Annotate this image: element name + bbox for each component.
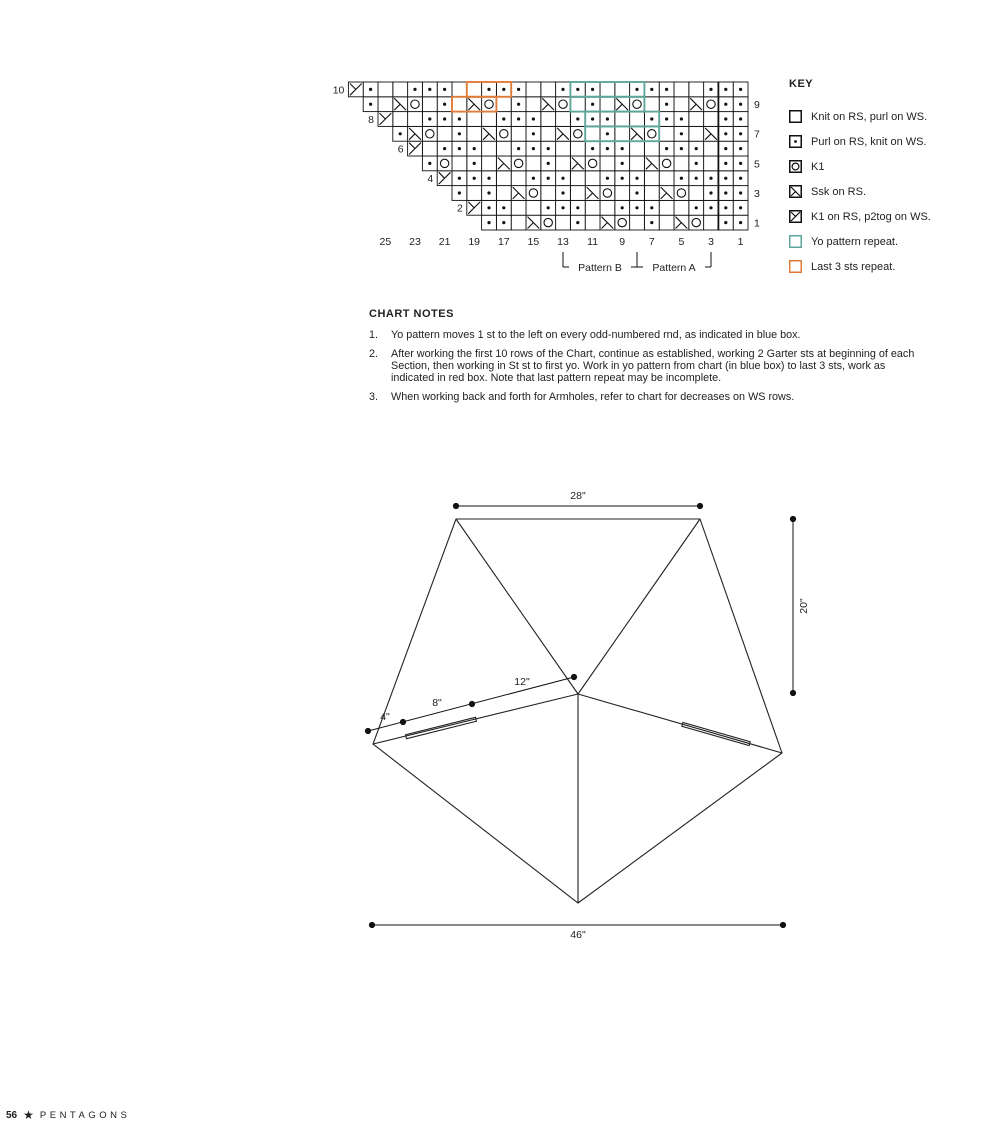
- chart-cell: [704, 156, 719, 171]
- purl-dot: [695, 206, 698, 209]
- key-label-k1: K1: [811, 160, 825, 173]
- chart-cell: [644, 97, 659, 112]
- section-title: PENTAGONS: [39, 1109, 131, 1121]
- chart-cell: [422, 126, 437, 141]
- purl-dot: [458, 191, 461, 194]
- armhole-slot-left: [406, 717, 477, 738]
- chart-cell: [659, 126, 674, 141]
- purl-dot: [532, 177, 535, 180]
- chart-cell: [422, 97, 437, 112]
- chart-cell: [482, 141, 497, 156]
- chart-cell: [511, 171, 526, 186]
- purl-dot: [458, 132, 461, 135]
- chart-cell: [570, 141, 585, 156]
- chart-cell: [511, 200, 526, 215]
- dimension-endpoint: [571, 674, 576, 679]
- purl-dot: [428, 117, 431, 120]
- page-footer: [6, 1108, 130, 1122]
- purl-dot: [428, 88, 431, 91]
- purl-dot: [709, 191, 712, 194]
- row-label: 3: [754, 187, 760, 200]
- purl-dot: [443, 88, 446, 91]
- purl-dot: [576, 117, 579, 120]
- fold-line: [578, 519, 700, 694]
- purl-dot: [561, 177, 564, 180]
- purl-dot: [665, 147, 668, 150]
- chart-cell: [541, 186, 556, 201]
- purl-dot: [576, 206, 579, 209]
- column-label: 7: [648, 236, 655, 248]
- chart-cell: [570, 97, 585, 112]
- chart-cell: [689, 215, 704, 230]
- purl-dot: [561, 88, 564, 91]
- knitting-chart: [332, 70, 780, 285]
- dimension-segment-8: 8": [432, 697, 442, 709]
- purl-dot: [621, 162, 624, 165]
- chart-cell: [585, 171, 600, 186]
- chart-cell: [422, 141, 437, 156]
- chart-cell: [408, 97, 423, 112]
- chart-cell: [585, 215, 600, 230]
- purl-dot: [739, 221, 742, 224]
- chart-cell: [689, 82, 704, 97]
- column-label: 15: [527, 236, 540, 248]
- chart-cell: [689, 126, 704, 141]
- purl-dot: [532, 147, 535, 150]
- chart-cell: [585, 156, 600, 171]
- purl-dot: [650, 221, 653, 224]
- column-label: 9: [619, 236, 626, 248]
- chart-cell: [437, 156, 452, 171]
- dimension-segment-12: 12": [514, 676, 530, 688]
- purl-dot: [739, 117, 742, 120]
- purl-dot: [502, 117, 505, 120]
- chart-cell: [496, 171, 511, 186]
- chart-cell: [630, 97, 645, 112]
- note-number: 1.: [369, 329, 379, 341]
- dimension-endpoint: [790, 516, 795, 521]
- chart-cell: [674, 97, 689, 112]
- purl-dot: [695, 162, 698, 165]
- column-label: 3: [708, 236, 714, 248]
- purl-dot: [561, 206, 564, 209]
- purl-dot: [413, 88, 416, 91]
- purl-dot: [650, 206, 653, 209]
- dimension-endpoint: [453, 503, 458, 508]
- chart-cell: [600, 200, 615, 215]
- note-text: When working back and forth for Armholes, refer to chart for decreases on WS rows.: [391, 391, 795, 403]
- purl-dot: [635, 206, 638, 209]
- chart-cell: [615, 186, 630, 201]
- row-label: 6: [397, 143, 404, 156]
- purl-dot: [517, 147, 520, 150]
- dimension-height: 20": [798, 598, 810, 614]
- purl-dot: [665, 103, 668, 106]
- row-label: 1: [754, 217, 760, 230]
- fold-line: [456, 519, 578, 694]
- key-item-purl: [789, 129, 989, 154]
- purl-dot: [695, 177, 698, 180]
- chart-cell: [644, 186, 659, 201]
- row-label: 4: [427, 173, 434, 186]
- chart-cell: [644, 126, 659, 141]
- chart-cell: [482, 156, 497, 171]
- purl-dot: [517, 117, 520, 120]
- purl-dot: [635, 88, 638, 91]
- chart-cell: [674, 186, 689, 201]
- key-item-last-sts: [789, 254, 989, 279]
- purl-dot: [487, 221, 490, 224]
- purl-dot: [739, 191, 742, 194]
- purl-dot: [502, 88, 505, 91]
- chart-cell: [659, 200, 674, 215]
- purl-dot: [443, 103, 446, 106]
- fold-line: [578, 694, 782, 753]
- purl-dot: [443, 117, 446, 120]
- purl-dot: [487, 88, 490, 91]
- chart-cell: [689, 186, 704, 201]
- purl-dot: [724, 103, 727, 106]
- purl-dot: [709, 177, 712, 180]
- chart-cell: [526, 156, 541, 171]
- note-item: [369, 391, 919, 403]
- dimension-endpoint: [365, 728, 370, 733]
- purl-dot: [635, 177, 638, 180]
- dimension-endpoint: [369, 922, 374, 927]
- chart-cell: [556, 112, 571, 127]
- purl-dot: [635, 191, 638, 194]
- purl-dot: [695, 147, 698, 150]
- purl-dot: [591, 147, 594, 150]
- key-item-k2tog: [789, 204, 989, 229]
- key-item-k1: [789, 154, 989, 179]
- purl-dot: [665, 88, 668, 91]
- dimension-segment-4: 4": [380, 711, 390, 723]
- chart-cell: [467, 126, 482, 141]
- purl-dot: [591, 103, 594, 106]
- chart-cell: [496, 186, 511, 201]
- yo-circle-icon: [789, 160, 802, 173]
- chart-cell: [644, 141, 659, 156]
- chart-cell: [541, 126, 556, 141]
- pattern-a-label: Pattern A: [652, 262, 696, 274]
- chart-cell: [570, 171, 585, 186]
- row-label: 8: [368, 113, 374, 126]
- k2tog-icon: [789, 210, 802, 223]
- purl-dot: [487, 177, 490, 180]
- chart-cell: [511, 215, 526, 230]
- key-title: KEY: [789, 78, 814, 90]
- purl-dot: [458, 177, 461, 180]
- chart-cell: [467, 82, 482, 97]
- chart-cell: [556, 97, 571, 112]
- orange-box-icon: [789, 260, 802, 273]
- purl-dot: [458, 117, 461, 120]
- purl-dot: [739, 103, 742, 106]
- purl-dot: [621, 177, 624, 180]
- purl-dot: [724, 132, 727, 135]
- row-label: 5: [754, 158, 760, 171]
- note-item: [369, 348, 919, 384]
- purl-dot: [532, 117, 535, 120]
- star-icon: ★: [23, 1108, 34, 1122]
- purl-dot: [709, 88, 712, 91]
- purl-dot: [709, 206, 712, 209]
- chart-cell: [408, 112, 423, 127]
- purl-dot: [428, 162, 431, 165]
- dimension-endpoint: [697, 503, 702, 508]
- purl-dot: [724, 206, 727, 209]
- purl-dot: [591, 88, 594, 91]
- purl-dot: [547, 206, 550, 209]
- purl-dot: [473, 162, 476, 165]
- purl-dot: [606, 177, 609, 180]
- row-label: 9: [754, 99, 760, 112]
- purl-dot: [561, 191, 564, 194]
- chart-cell: [674, 200, 689, 215]
- chart-cell: [556, 156, 571, 171]
- dimension-top-width: 28": [570, 490, 586, 502]
- chart-cell: [511, 156, 526, 171]
- chart-key: [789, 78, 989, 279]
- chart-cell: [541, 82, 556, 97]
- purl-dot: [724, 88, 727, 91]
- chart-cell: [659, 171, 674, 186]
- purl-dot: [606, 147, 609, 150]
- column-label: 25: [379, 236, 392, 248]
- dimension-endpoint: [790, 690, 795, 695]
- key-item-knit: [789, 104, 989, 129]
- chart-cell: [615, 112, 630, 127]
- chart-cell: [482, 112, 497, 127]
- chart-cell: [704, 215, 719, 230]
- chart-cell: [541, 215, 556, 230]
- purl-dot: [458, 147, 461, 150]
- key-label-purl: Purl on RS, knit on WS.: [811, 135, 927, 148]
- chart-cell: [674, 82, 689, 97]
- chart-cell: [556, 215, 571, 230]
- purl-dot: [473, 147, 476, 150]
- chart-notes: [369, 308, 919, 410]
- chart-cell: [452, 82, 467, 97]
- purl-dot-icon: [789, 135, 802, 148]
- knit-square-icon: [789, 110, 802, 123]
- purl-dot: [680, 147, 683, 150]
- chart-cell: [630, 112, 645, 127]
- chart-cell: [526, 97, 541, 112]
- key-label-yo-repeat: Yo pattern repeat.: [811, 235, 899, 248]
- chart-cell: [704, 97, 719, 112]
- purl-dot: [621, 147, 624, 150]
- row-label: 7: [754, 128, 760, 141]
- chart-cell: [467, 186, 482, 201]
- dimension-bottom-width: 46": [570, 929, 586, 941]
- chart-cell: [600, 97, 615, 112]
- key-label-k2tog: K1 on RS, p2tog on WS.: [811, 210, 931, 223]
- chart-cell: [541, 112, 556, 127]
- chart-cell: [526, 200, 541, 215]
- note-text: Yo pattern moves 1 st to the left on every odd-numbered rnd, as indicated in blue box.: [391, 329, 801, 341]
- column-label: 5: [678, 236, 685, 248]
- purl-dot: [399, 132, 402, 135]
- chart-cell: [467, 112, 482, 127]
- purl-dot: [739, 206, 742, 209]
- purl-dot: [724, 221, 727, 224]
- chart-cell: [615, 215, 630, 230]
- pattern-b-label: Pattern B: [578, 262, 622, 274]
- purl-dot: [547, 177, 550, 180]
- column-label: 19: [468, 236, 481, 248]
- chart-cell: [496, 97, 511, 112]
- chart-cell: [556, 141, 571, 156]
- note-item: [369, 329, 919, 341]
- chart-cell: [704, 112, 719, 127]
- chart-cell: [378, 82, 393, 97]
- purl-dot: [680, 132, 683, 135]
- chart-cell: [644, 171, 659, 186]
- chart-cell: [378, 97, 393, 112]
- chart-cell: [496, 126, 511, 141]
- purl-dot: [606, 132, 609, 135]
- chart-cell: [452, 97, 467, 112]
- chart-cell: [393, 82, 408, 97]
- teal-box-icon: [789, 235, 802, 248]
- purl-dot: [369, 88, 372, 91]
- chart-cell: [585, 200, 600, 215]
- purl-dot: [739, 162, 742, 165]
- purl-dot: [487, 206, 490, 209]
- purl-dot: [680, 177, 683, 180]
- purl-dot: [576, 221, 579, 224]
- chart-cell: [570, 186, 585, 201]
- note-number: 3.: [369, 391, 379, 403]
- chart-cell: [674, 156, 689, 171]
- purl-dot: [532, 132, 535, 135]
- purl-dot: [517, 103, 520, 106]
- chart-cell: [570, 126, 585, 141]
- purl-dot: [473, 177, 476, 180]
- key-item-yo-repeat: [789, 229, 989, 254]
- purl-dot: [739, 132, 742, 135]
- column-label: 17: [497, 236, 510, 248]
- row-label: 10: [332, 84, 345, 97]
- chart-cell: [630, 141, 645, 156]
- key-label-knit: Knit on RS, purl on WS.: [811, 110, 928, 123]
- purl-dot: [724, 177, 727, 180]
- purl-dot: [487, 191, 490, 194]
- pentagon-schematic: [355, 485, 815, 945]
- chart-cell: [585, 126, 600, 141]
- purl-dot: [724, 117, 727, 120]
- chart-cell: [704, 141, 719, 156]
- chart-cell: [600, 156, 615, 171]
- dimension-endpoint: [469, 701, 474, 706]
- purl-dot: [739, 147, 742, 150]
- purl-dot: [606, 117, 609, 120]
- purl-dot: [621, 206, 624, 209]
- purl-dot: [547, 162, 550, 165]
- ssk-icon: [789, 185, 802, 198]
- key-item-ssk: [789, 179, 989, 204]
- dimension-endpoint: [780, 922, 785, 927]
- chart-cell: [482, 97, 497, 112]
- purl-dot: [650, 88, 653, 91]
- chart-cell: [393, 112, 408, 127]
- purl-dot: [591, 117, 594, 120]
- column-label: 21: [438, 236, 451, 248]
- purl-dot: [724, 191, 727, 194]
- chart-cell: [600, 82, 615, 97]
- chart-cell: [615, 82, 630, 97]
- purl-dot: [547, 147, 550, 150]
- chart-cell: [452, 156, 467, 171]
- chart-cell: [659, 215, 674, 230]
- chart-cell: [689, 112, 704, 127]
- chart-cell: [615, 126, 630, 141]
- chart-cell: [600, 186, 615, 201]
- chart-cell: [511, 126, 526, 141]
- chart-cell: [630, 215, 645, 230]
- purl-dot: [665, 117, 668, 120]
- chart-cell: [526, 186, 541, 201]
- purl-dot: [443, 147, 446, 150]
- column-label: 23: [409, 236, 421, 248]
- row-label: 2: [456, 202, 463, 215]
- chart-cell: [659, 156, 674, 171]
- chart-cell: [437, 126, 452, 141]
- chart-cell: [526, 82, 541, 97]
- column-label: 13: [557, 236, 569, 248]
- page-number: 56: [6, 1109, 18, 1121]
- purl-dot: [650, 117, 653, 120]
- purl-dot: [724, 147, 727, 150]
- key-label-last-sts: Last 3 sts repeat.: [811, 260, 896, 273]
- purl-dot: [369, 103, 372, 106]
- key-label-ssk: Ssk on RS.: [811, 185, 867, 198]
- purl-dot: [739, 88, 742, 91]
- notes-title: CHART NOTES: [369, 308, 454, 320]
- note-text: After working the first 10 rows of the Chart, continue as established, working 2 Garter sts at beginning of each Section, then working in St st to first yo. Work in yo pattern from chart (in blue box) to last 3 sts, work as indicated in red box. Note that last pattern repeat may be incomplete.: [391, 348, 915, 384]
- purl-dot: [724, 162, 727, 165]
- purl-dot: [739, 177, 742, 180]
- purl-dot: [517, 88, 520, 91]
- column-label: 1: [737, 236, 744, 248]
- dimension-endpoint: [400, 719, 405, 724]
- column-label: 11: [587, 236, 599, 248]
- purl-dot: [502, 221, 505, 224]
- purl-dot: [502, 206, 505, 209]
- purl-dot: [576, 88, 579, 91]
- chart-cell: [496, 141, 511, 156]
- note-number: 2.: [369, 348, 379, 360]
- chart-cell: [630, 156, 645, 171]
- purl-dot: [680, 117, 683, 120]
